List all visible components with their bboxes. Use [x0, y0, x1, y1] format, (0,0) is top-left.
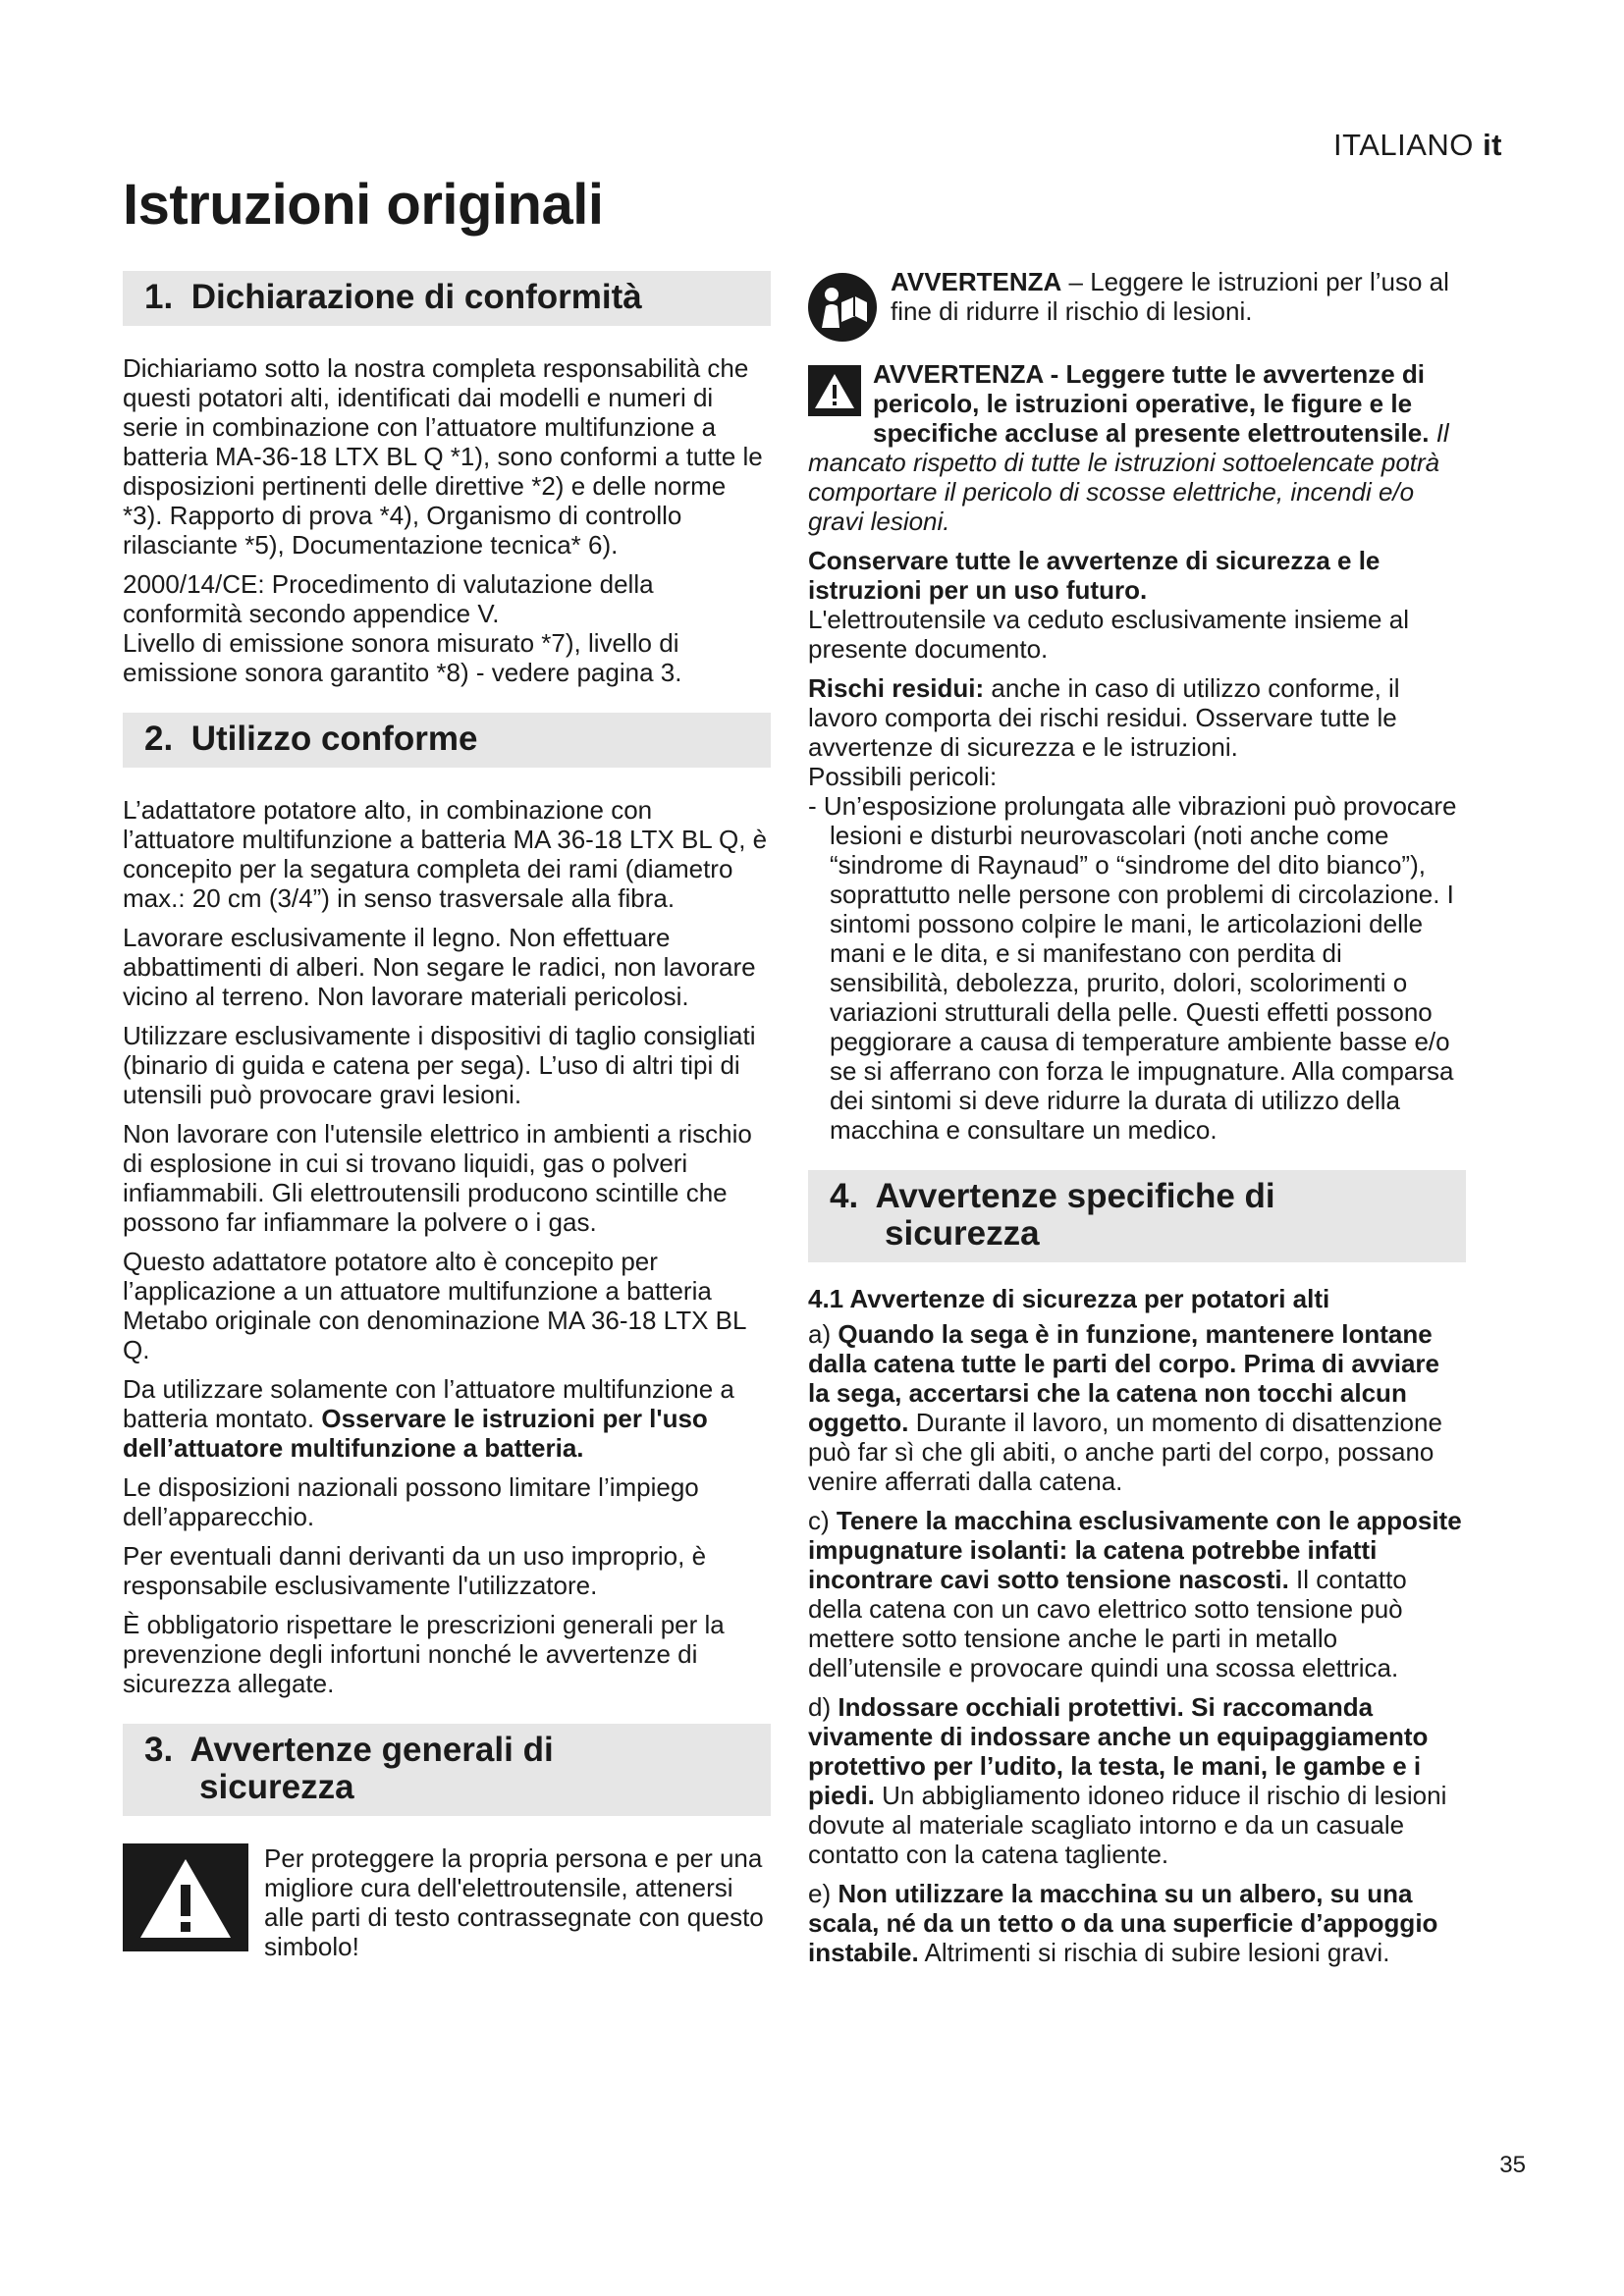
item-a-label: a)	[808, 1319, 839, 1349]
item-d-bold: Indossare occhiali protettivi. Si raccomanda vivamente di indossare anche un equipaggiamento protettivo per l’udito, la testa, le mani, le gambe e i piedi.	[808, 1692, 1429, 1810]
s2-paragraph-4: Non lavorare con l'utensile elettrico in ambienti a rischio di esplosione in cui si trovano liquidi, gas o polveri infiammabili. Gli elettroutensili producono scintille che possono far infiammare la polvere o i gas.	[123, 1119, 752, 1237]
s1-paragraph-3: Livello di emissione sonora misurato *7), livello di emissione sonora garantito *8) - vedere pagina 3.	[123, 628, 682, 687]
s2-paragraph-6	[123, 1374, 771, 1463]
item-c-label: c)	[808, 1506, 837, 1535]
safety-symbol-note	[123, 1843, 771, 1961]
safety-symbol-text: Per proteggere la propria persona e per una migliore cura dell'elettroutensile, attenersi alle parti di testo contrassegnate con questo simbolo!	[264, 1843, 764, 1961]
read-manual-icon	[808, 273, 877, 342]
section-3-title-line-1: Avvertenze generali di	[189, 1731, 554, 1769]
keep-instructions	[808, 546, 1466, 605]
read-manual-text	[891, 267, 1466, 326]
language-label	[1333, 128, 1502, 163]
warning-triangle-small-icon	[808, 365, 861, 416]
section-3-number: 3.	[144, 1731, 174, 1769]
possible-hazards-label: Possibili pericoli:	[808, 762, 998, 791]
s2-paragraph-7: Le disposizioni nazionali possono limitare l’impiego dell’apparecchio.	[123, 1472, 699, 1531]
section-1-heading	[123, 271, 771, 326]
language-text: ITALIANO	[1332, 128, 1474, 162]
s2-paragraph-8: Per eventuali danni derivanti da un uso improprio, è responsabile esclusivamente l'utilizzatore.	[123, 1541, 707, 1600]
item-d	[808, 1692, 1466, 1869]
section-1-number: 1.	[144, 278, 174, 316]
item-e-bold: Non utilizzare la macchina su un albero, su una scala, né da un tetto o da una superficie d’appoggio instabile.	[808, 1879, 1438, 1967]
page-number: 35	[1499, 2152, 1526, 2178]
s2-p6-bold: Osservare le istruzioni per l'uso dell’attuatore multifunzione a batteria.	[123, 1404, 708, 1463]
s2-p6-text: Da utilizzare solamente con l’attuatore multifunzione a batteria montato.	[123, 1374, 734, 1433]
general-warning	[808, 359, 1466, 536]
item-e	[808, 1879, 1466, 1967]
item-d-label: d)	[808, 1692, 839, 1722]
residual-risks-bold: Rischi residui:	[808, 673, 985, 703]
item-a-text: Durante il lavoro, un momento di disattenzione può far sì che gli abiti, o anche parti del corpo, possano venire afferrati dalla catena.	[808, 1408, 1442, 1496]
residual-risks	[808, 673, 1466, 762]
section-2-title: Utilizzo conforme	[190, 720, 478, 758]
keep-text: L'elettroutensile va ceduto esclusivamente insieme al presente documento.	[808, 605, 1409, 664]
section-1-title: Dichiarazione di conformità	[190, 278, 642, 316]
warning-1-bold: AVVERTENZA	[891, 267, 1062, 296]
item-c-bold: Tenere la macchina esclusivamente con le apposite impugnature isolanti: la catena potrebbe infatti incontrare cavi sotto tensione nascosti.	[808, 1506, 1462, 1594]
section-4-title-line-1: Avvertenze specifiche di	[875, 1177, 1275, 1215]
item-c	[808, 1506, 1466, 1682]
residual-risks-text: anche in caso di utilizzo conforme, il lavoro comporta dei rischi residui. Osservare tutte le avvertenze di sicurezza e le istruzioni.	[808, 673, 1400, 762]
left-column	[123, 267, 771, 1973]
language-code: it	[1483, 128, 1502, 162]
hazard-list-item: - Un’esposizione prolungata alle vibrazioni può provocare lesioni e disturbi neurovascolari (noti anche come “sindrome di Raynaud” o “sindrome del dito bianco”), soprattutto nelle persone con problemi di circolazione. I sintomi possono colpire le mani, le articolazioni delle mani e le dita, e si manifestano con perdita di sensibilità, debolezza, prurito, dolori, scolorimenti o variazioni strutturali della pelle. Questi effetti possono peggiorare a causa di temperature ambiente basse e/o se si afferrano con forza le impugnature. Alla comparsa dei sintomi si deve ridurre la durata di utilizzo della macchina e consultare un medico.	[808, 791, 1457, 1145]
section-4-title-line-2: sicurezza	[885, 1214, 1040, 1253]
item-e-label: e)	[808, 1879, 839, 1908]
general-warning-text	[808, 359, 1466, 536]
section-3-title-line-2: sicurezza	[199, 1768, 354, 1806]
item-c-text: Il contatto della catena con un cavo elettrico sotto tensione può mettere sotto tensione anche le parti in metallo dell’utensile e provocare quindi una scossa elettrica.	[808, 1565, 1407, 1682]
keep-bold: Conservare tutte le avvertenze di sicurezza e le istruzioni per un uso futuro.	[808, 546, 1380, 605]
document-title: Istruzioni originali	[123, 173, 604, 237]
item-a	[808, 1319, 1466, 1496]
warning-2-bold: AVVERTENZA - Leggere tutte le avvertenze di pericolo, le istruzioni operative, le figure e le specifiche accluse al presente elettroutensile.	[873, 359, 1430, 448]
section-4-heading	[808, 1170, 1466, 1262]
s2-paragraph-3: Utilizzare esclusivamente i dispositivi di taglio consigliati (binario di guida e catena per sega). L’uso di altri tipi di utensili può provocare gravi lesioni.	[123, 1021, 756, 1109]
warning-triangle-icon	[123, 1843, 248, 1951]
warning-2-italic: Il mancato rispetto di tutte le istruzioni sottoelencate potrà comportare il pericolo di scosse elettriche, incendi e/o gravi lesioni.	[808, 418, 1449, 536]
s1-paragraph-2: 2000/14/CE: Procedimento di valutazione della conformità secondo appendice V.	[123, 569, 654, 628]
s2-paragraph-5: Questo adattatore potatore alto è concepito per l’applicazione a un attuatore multifunzione a batteria Metabo originale con denominazione MA 36-18 LTX BL Q.	[123, 1247, 746, 1364]
item-e-text: Altrimenti si rischia di subire lesioni gravi.	[918, 1938, 1390, 1967]
section-2-heading	[123, 713, 771, 768]
subsection-4-1-heading: 4.1 Avvertenze di sicurezza per potatori alti	[808, 1284, 1330, 1313]
item-a-bold: Quando la sega è in funzione, mantenere lontane dalla catena tutte le parti del corpo. Prima di avviare la sega, accertarsi che la catena non tocchi alcun oggetto.	[808, 1319, 1440, 1437]
section-2-number: 2.	[144, 720, 174, 758]
right-column	[808, 267, 1466, 1977]
warning-1-text: – Leggere le istruzioni per l’uso al fine di ridurre il rischio di lesioni.	[891, 267, 1449, 326]
s1-paragraph-1: Dichiariamo sotto la nostra completa responsabilità che questi potatori alti, identificati dai modelli e numeri di serie in combinazione con l’attuatore multifunzione a batteria MA-36-18 LTX BL Q *1), sono conformi a tutte le disposizioni pertinenti delle direttive *2) e delle norme *3). Rapporto di prova *4), Organismo di controllo rilasciante *5), Documentazione tecnica* 6).	[123, 353, 763, 560]
item-d-text: Un abbigliamento idoneo riduce il rischio di lesioni dovute al materiale scagliato intorno e da un casuale contatto con la catena tagliente.	[808, 1781, 1447, 1869]
s2-paragraph-1: L’adattatore potatore alto, in combinazione con l’attuatore multifunzione a batteria MA 36-18 LTX BL Q, è concepito per la segatura completa dei rami (diametro max.: 20 cm (3/4”) in senso trasversale alla fibra.	[123, 795, 768, 913]
section-3-heading	[123, 1724, 771, 1816]
s2-paragraph-2: Lavorare esclusivamente il legno. Non effettuare abbattimenti di alberi. Non segare le radici, non lavorare vicino al terreno. Non lavorare materiali pericolosi.	[123, 923, 756, 1011]
section-4-number: 4.	[830, 1177, 859, 1215]
read-manual-warning	[808, 267, 1466, 342]
s2-paragraph-9: È obbligatorio rispettare le prescrizioni generali per la prevenzione degli infortuni nonché le avvertenze di sicurezza allegate.	[123, 1610, 725, 1698]
